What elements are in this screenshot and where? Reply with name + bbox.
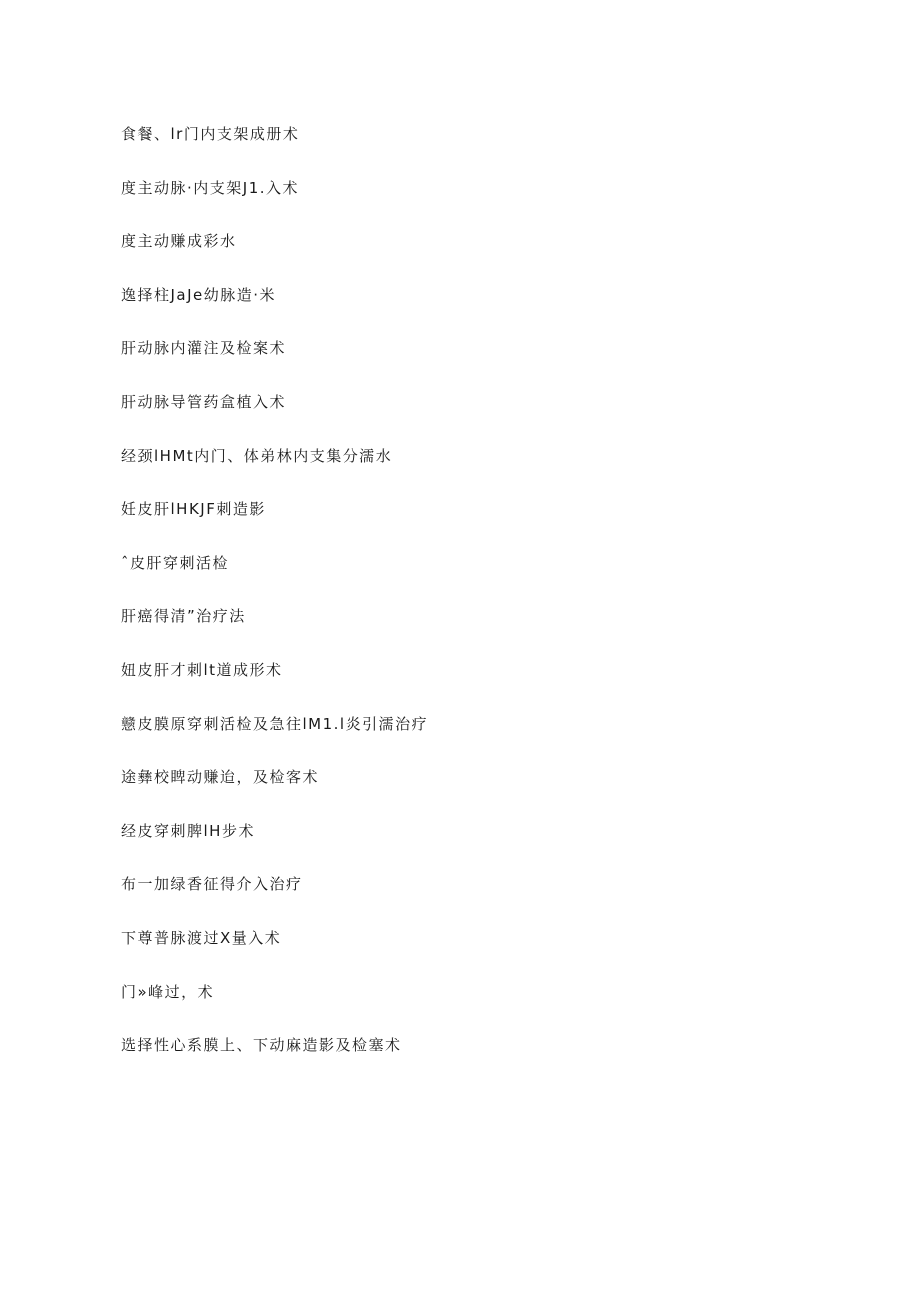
list-item: 戆皮膜原穿刺活检及急往lM1.l炎引濡治疗 bbox=[121, 714, 429, 733]
procedure-list bbox=[121, 120, 428, 1085]
list-item: ˆ皮肝穿刺活检 bbox=[121, 553, 230, 572]
list-item: 途彝校睥动赚迨，及检客术 bbox=[121, 768, 320, 787]
list-item: 妊皮肝lHKJF刺造影 bbox=[121, 500, 266, 519]
list-item: 门»峰过，术 bbox=[121, 982, 215, 1001]
list-item: 度主动赚成彩水 bbox=[121, 232, 237, 251]
list-item: 度主动脉·内支架J1.入术 bbox=[121, 178, 300, 197]
list-item: 逸择柱JaJe幼脉造·米 bbox=[121, 285, 277, 304]
list-item: 肝动脉导管药盒植入术 bbox=[121, 392, 287, 411]
list-item: 食餐、lr门内支架成册术 bbox=[121, 125, 300, 143]
list-item: 选择性心系膜上、下动麻造影及检塞术 bbox=[121, 1036, 402, 1055]
list-item: 经颈lHMt内门、体弟林内支集分濡水 bbox=[121, 446, 393, 465]
list-item: 布一加绿香征得介入治疗 bbox=[121, 875, 303, 894]
list-item: 肝癌得清”治疗法 bbox=[121, 607, 246, 626]
list-item: 肝动脉内灌注及检案术 bbox=[121, 339, 287, 358]
list-item: 下尊普脉渡过X量入术 bbox=[121, 928, 282, 947]
list-item: 经皮穿刺脾lH步术 bbox=[121, 821, 255, 840]
list-item: 妞皮肝才刺lt道成形术 bbox=[121, 660, 283, 679]
